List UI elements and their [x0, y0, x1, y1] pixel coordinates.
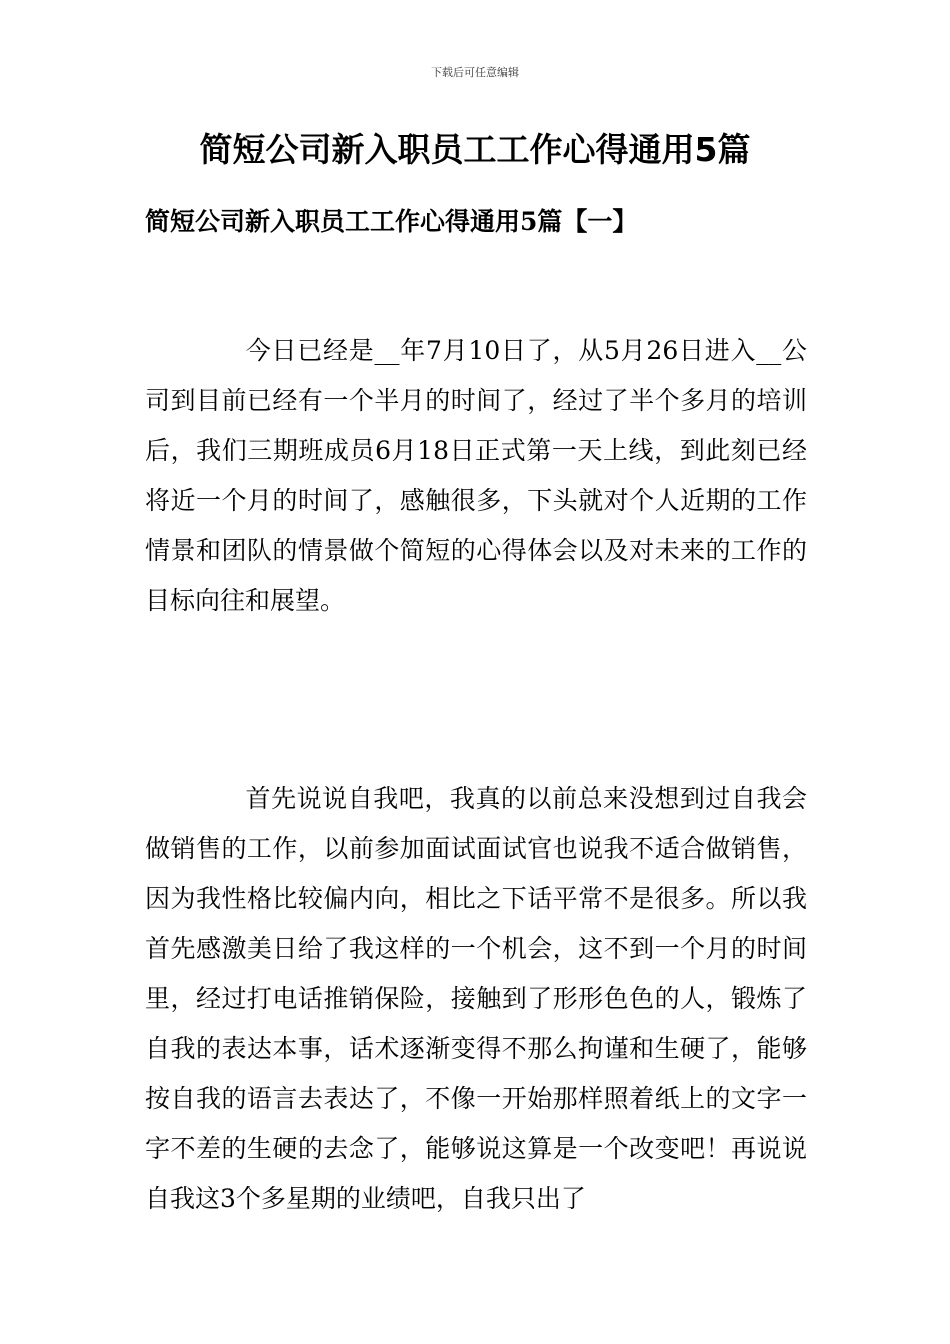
paragraph-1-text: 今日已经是__年7月10日了，从5月26日进入__公司到目前已经有一个半月的时间了，经过了半个多月的培训后，我们三期班成员6月18日正式第一天上线，到此刻已经将近一个月的时间了，感触很多，下头就对个人近期的工作情景和团队的情景做个简短的心得体会以及对未来的工作的目标向往和展望。: [145, 336, 807, 615]
paragraph-2-text: 首先说说自我吧，我真的以前总来没想到过自我会做销售的工作，以前参加面试面试官也说我不适合做销售，因为我性格比较偏内向，相比之下话平常不是很多。所以我首先感激美日给了我这样的一个机会，这不到一个月的时间里，经过打电话推销保险，接触到了形形色色的人，锻炼了自我的表达本事，话术逐渐变得不那么拘谨和生硬了，能够按自我的语言去表达了，不像一开始那样照着纸上的文字一字不差的生硬的去念了，能够说这算是一个改变吧！再说说自我这3个多星期的业绩吧，自我只出了: [145, 784, 807, 1213]
header-note: 下载后可任意编辑: [431, 66, 519, 79]
document-title: 简短公司新入职员工工作心得通用5篇: [199, 130, 751, 169]
paragraph-1: [145, 326, 807, 626]
section-heading: 简短公司新入职员工工作心得通用5篇【一】: [145, 207, 638, 236]
paragraph-2: [145, 774, 807, 1224]
